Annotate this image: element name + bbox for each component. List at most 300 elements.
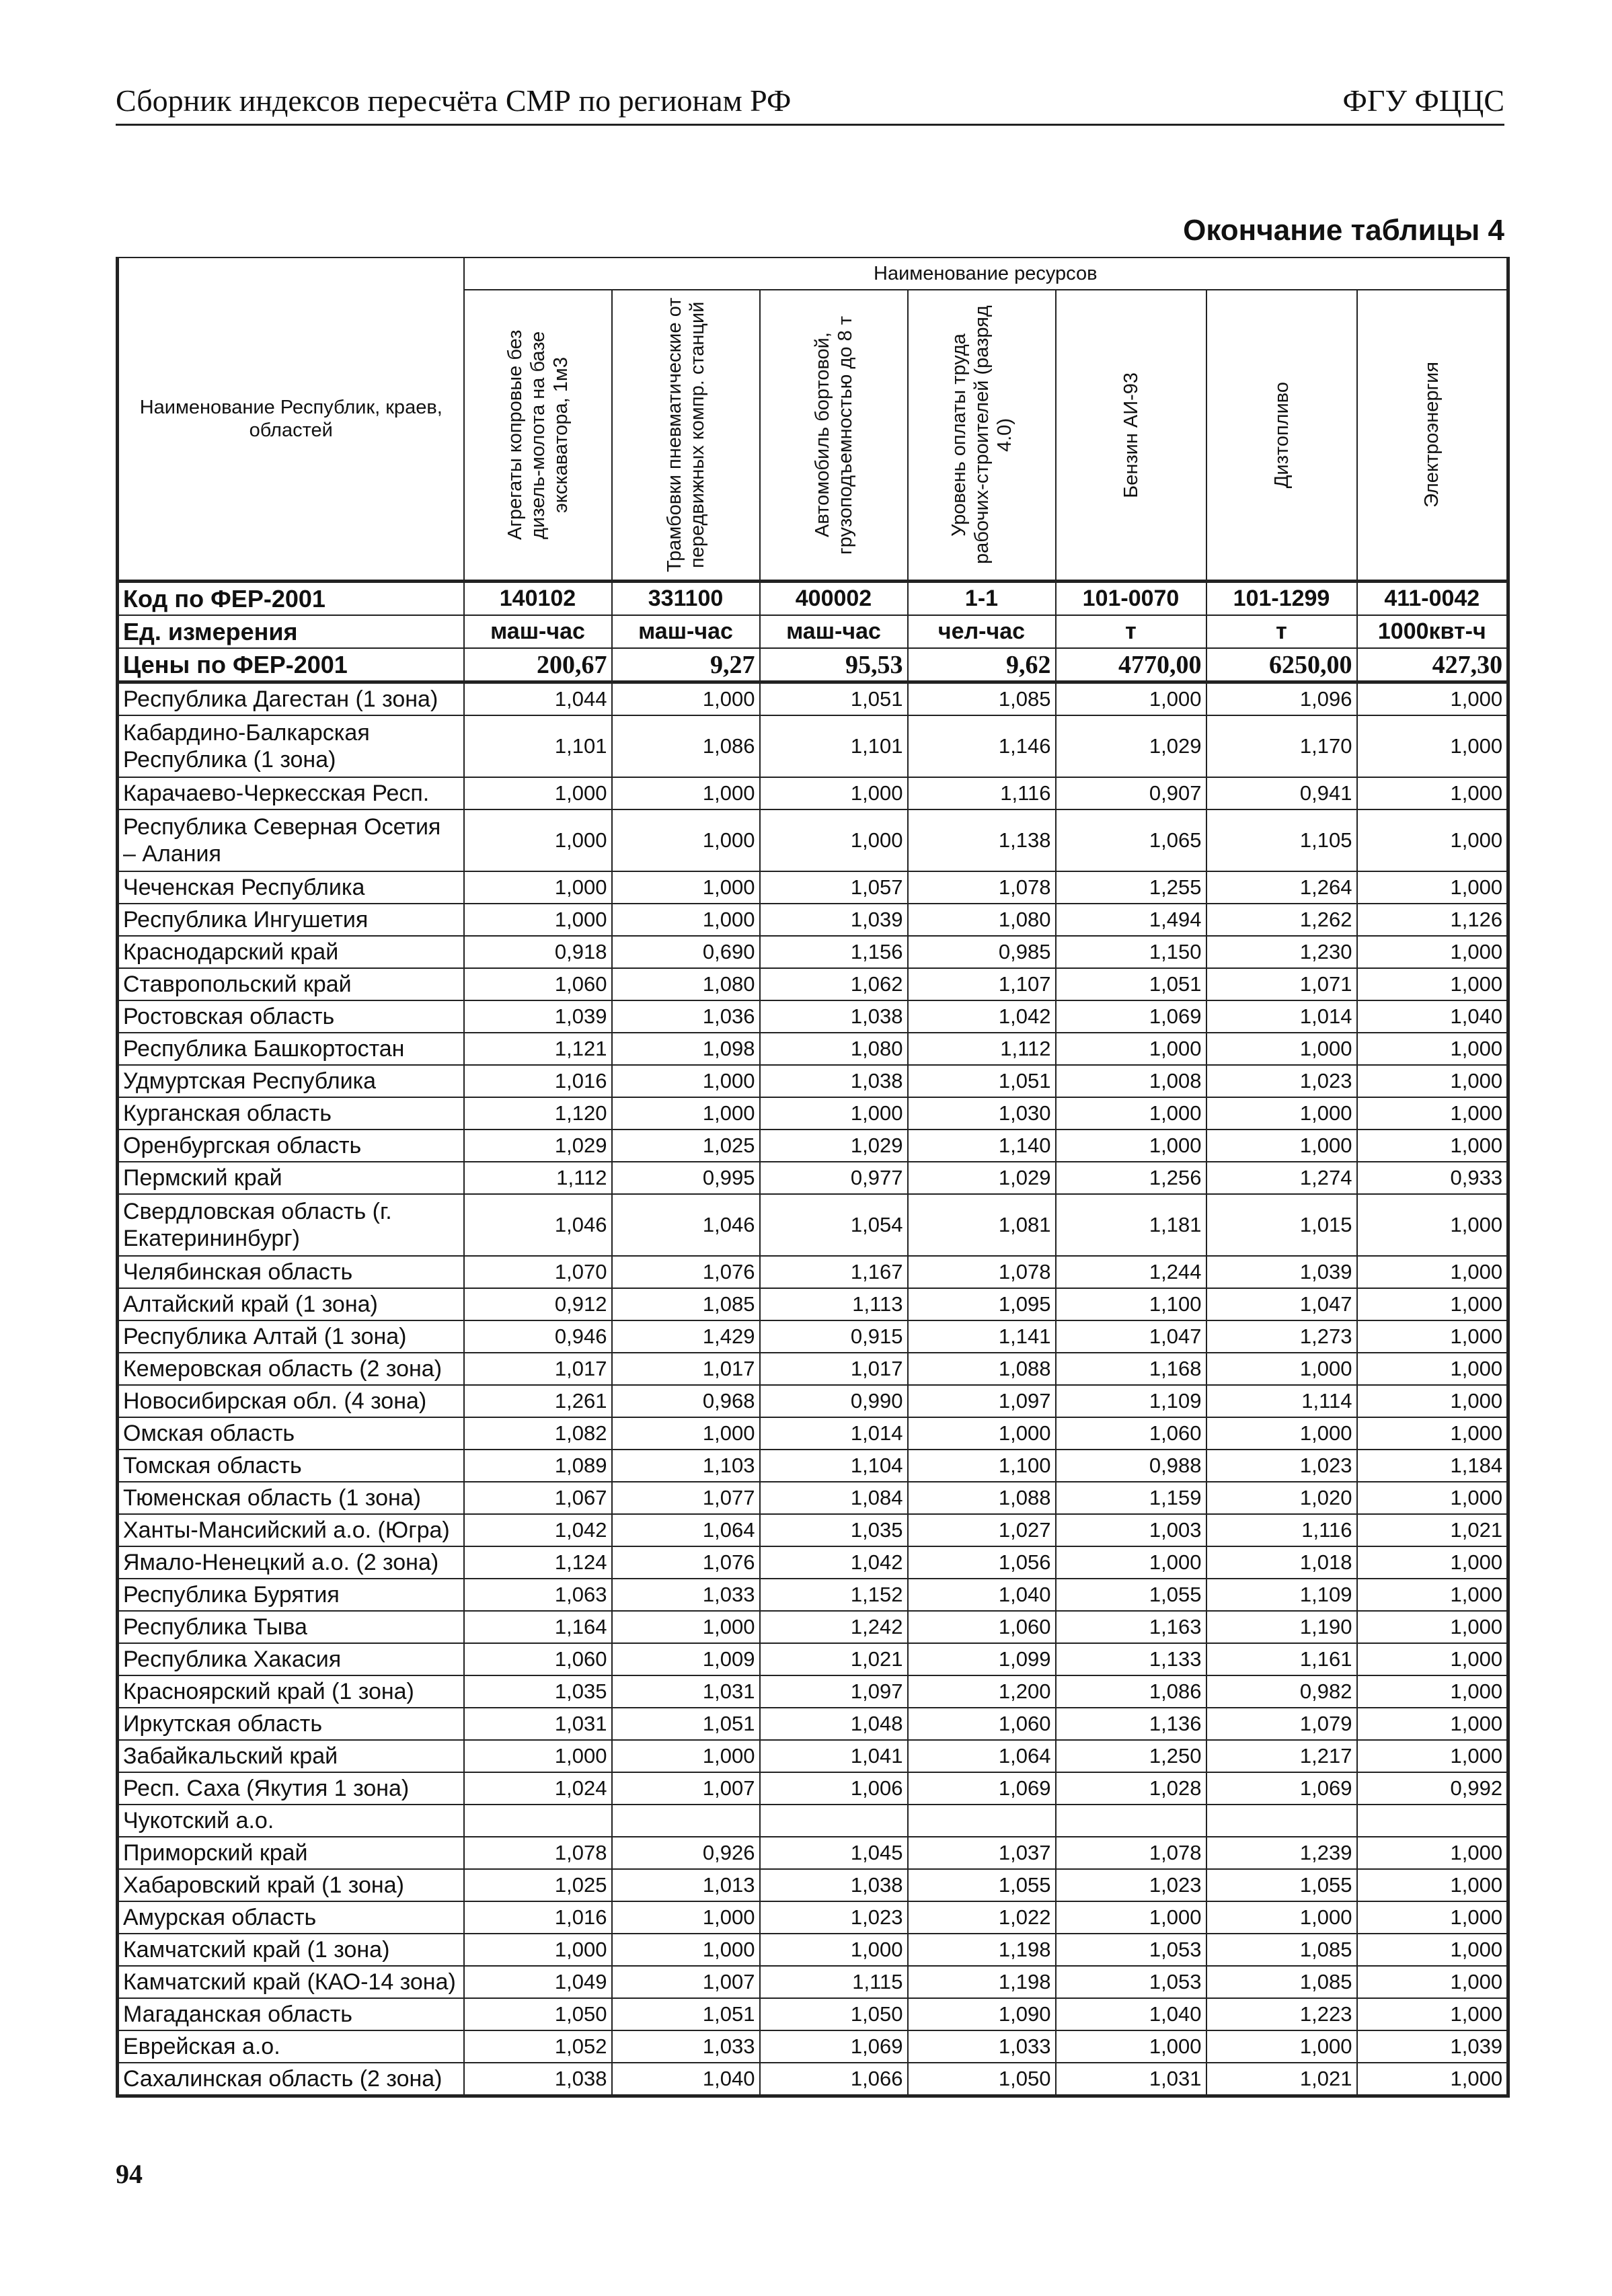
table-row — [118, 1998, 1508, 2030]
region-name: Свердловская область (г. Екатерининбург) — [118, 1194, 464, 1256]
index-value — [612, 1805, 760, 1837]
unit-row — [118, 615, 1508, 648]
index-value: 1,230 — [1206, 936, 1357, 968]
index-value — [760, 1805, 908, 1837]
index-value: 1,081 — [908, 1194, 1056, 1256]
index-value: 1,105 — [1206, 809, 1357, 871]
region-name: Ямало-Ненецкий а.о. (2 зона) — [118, 1546, 464, 1579]
index-value: 1,051 — [612, 1998, 760, 2030]
region-name: Ростовская область — [118, 1000, 464, 1033]
index-value: 1,000 — [1357, 1966, 1508, 1998]
region-name: Республика Тыва — [118, 1611, 464, 1643]
index-value: 1,121 — [464, 1033, 612, 1065]
index-value: 1,088 — [908, 1353, 1056, 1385]
index-value: 1,027 — [908, 1514, 1056, 1546]
index-value: 1,000 — [1056, 1546, 1206, 1579]
table-row — [118, 1130, 1508, 1162]
index-value: 1,261 — [464, 1385, 612, 1417]
table-row — [118, 1901, 1508, 1934]
index-value: 1,095 — [908, 1288, 1056, 1320]
index-value: 1,146 — [908, 715, 1056, 777]
index-value: 1,033 — [612, 1579, 760, 1611]
column-header-label: Электроэнергия — [1421, 362, 1443, 508]
index-value: 0,941 — [1206, 777, 1357, 809]
index-value: 1,000 — [464, 904, 612, 936]
index-value: 1,069 — [1206, 1772, 1357, 1805]
table-row — [118, 1869, 1508, 1901]
index-value: 1,000 — [1357, 1130, 1508, 1162]
index-value: 1,085 — [908, 682, 1056, 716]
table-row — [118, 1805, 1508, 1837]
index-value: 1,051 — [760, 682, 908, 716]
index-value: 1,050 — [464, 1998, 612, 2030]
price-row — [118, 648, 1508, 682]
index-value: 1,000 — [1357, 1934, 1508, 1966]
index-value: 1,120 — [464, 1097, 612, 1130]
price-cell: 427,30 — [1357, 648, 1508, 682]
index-value: 1,274 — [1206, 1162, 1357, 1194]
index-value: 1,000 — [1357, 1417, 1508, 1450]
index-value: 1,055 — [1056, 1579, 1206, 1611]
index-value: 1,070 — [464, 1256, 612, 1288]
table-row — [118, 715, 1508, 777]
index-value: 1,062 — [760, 968, 908, 1000]
table-row — [118, 1546, 1508, 1579]
unit-cell: маш-час — [464, 615, 612, 648]
code-cell: 101-1299 — [1206, 582, 1357, 616]
region-name: Камчатский край (1 зона) — [118, 1934, 464, 1966]
index-value: 1,198 — [908, 1934, 1056, 1966]
index-value: 0,690 — [612, 936, 760, 968]
index-value: 1,069 — [760, 2030, 908, 2063]
unit-cell: маш-час — [760, 615, 908, 648]
index-value: 1,060 — [1056, 1417, 1206, 1450]
index-value: 1,000 — [1357, 1998, 1508, 2030]
index-value: 1,198 — [908, 1966, 1056, 1998]
index-value: 1,170 — [1206, 715, 1357, 777]
index-value: 1,035 — [464, 1675, 612, 1708]
index-value: 1,000 — [1357, 1033, 1508, 1065]
index-value: 1,000 — [612, 809, 760, 871]
code-cell: 1-1 — [908, 582, 1056, 616]
index-value: 1,000 — [1357, 1611, 1508, 1643]
table-caption: Окончание таблицы 4 — [1183, 214, 1504, 247]
column-header-label: Дизтопливо — [1270, 381, 1293, 489]
index-value: 1,082 — [464, 1417, 612, 1450]
index-value: 1,069 — [1056, 1000, 1206, 1033]
code-cell: 411-0042 — [1357, 582, 1508, 616]
region-name: Кемеровская область (2 зона) — [118, 1353, 464, 1385]
table-row — [118, 2030, 1508, 2063]
index-value: 1,077 — [612, 1482, 760, 1514]
index-value: 1,065 — [1056, 809, 1206, 871]
table-row — [118, 936, 1508, 968]
index-value: 1,023 — [1056, 1869, 1206, 1901]
table-row — [118, 1611, 1508, 1643]
table-row — [118, 1450, 1508, 1482]
index-value: 1,089 — [464, 1450, 612, 1482]
table-row — [118, 1772, 1508, 1805]
resources-group-header: Наименование ресурсов — [464, 258, 1508, 290]
index-value: 1,000 — [1056, 682, 1206, 716]
index-value: 1,000 — [1056, 1901, 1206, 1934]
index-value: 1,156 — [760, 936, 908, 968]
table-row — [118, 904, 1508, 936]
index-value — [464, 1805, 612, 1837]
index-value: 1,140 — [908, 1130, 1056, 1162]
index-value: 1,050 — [760, 1998, 908, 2030]
index-value: 1,084 — [760, 1482, 908, 1514]
index-value: 1,040 — [612, 2063, 760, 2096]
index-value: 1,109 — [1056, 1385, 1206, 1417]
index-value — [1357, 1805, 1508, 1837]
column-header-label: Бензин АИ-93 — [1120, 372, 1142, 498]
index-value: 1,060 — [908, 1611, 1056, 1643]
index-value: 1,103 — [612, 1450, 760, 1482]
index-value: 0,926 — [612, 1837, 760, 1869]
index-value: 1,060 — [464, 968, 612, 1000]
code-cell: 140102 — [464, 582, 612, 616]
index-value: 1,124 — [464, 1546, 612, 1579]
index-value: 1,007 — [612, 1966, 760, 1998]
index-value: 1,079 — [1206, 1708, 1357, 1740]
index-value: 1,080 — [612, 968, 760, 1000]
index-value: 1,159 — [1056, 1482, 1206, 1514]
index-value: 1,116 — [908, 777, 1056, 809]
index-value: 0,977 — [760, 1162, 908, 1194]
index-value — [908, 1805, 1056, 1837]
index-value: 1,000 — [760, 777, 908, 809]
index-value: 1,086 — [1056, 1675, 1206, 1708]
index-value: 1,039 — [760, 904, 908, 936]
index-value: 0,985 — [908, 936, 1056, 968]
index-value: 1,039 — [464, 1000, 612, 1033]
header-organization: ФГУ ФЦЦС — [1342, 83, 1504, 118]
index-value: 1,029 — [760, 1130, 908, 1162]
index-value: 1,044 — [464, 682, 612, 716]
index-value: 1,049 — [464, 1966, 612, 1998]
index-value: 1,000 — [1357, 1546, 1508, 1579]
index-value: 1,039 — [1206, 1256, 1357, 1288]
index-value: 1,053 — [1056, 1966, 1206, 1998]
index-value: 1,109 — [1206, 1579, 1357, 1611]
index-value: 1,000 — [1357, 968, 1508, 1000]
page-number: 94 — [116, 2159, 143, 2189]
index-value: 1,168 — [1056, 1353, 1206, 1385]
index-value: 1,038 — [760, 1869, 908, 1901]
index-value: 1,029 — [1056, 715, 1206, 777]
index-value: 1,101 — [760, 715, 908, 777]
table-row — [118, 1194, 1508, 1256]
table-row — [118, 1385, 1508, 1417]
index-value: 1,040 — [1056, 1998, 1206, 2030]
index-value: 1,250 — [1056, 1740, 1206, 1772]
region-name: Республика Ингушетия — [118, 904, 464, 936]
index-value: 1,008 — [1056, 1065, 1206, 1097]
index-value: 1,000 — [464, 809, 612, 871]
index-value: 1,024 — [464, 1772, 612, 1805]
column-header-label: Автомобиль бортовой, грузоподъемностью до 8 т — [811, 315, 856, 555]
index-value: 1,042 — [908, 1000, 1056, 1033]
index-value: 1,000 — [612, 682, 760, 716]
header-row-resources — [118, 258, 1508, 290]
index-value: 1,141 — [908, 1320, 1056, 1353]
index-value: 1,000 — [1357, 1901, 1508, 1934]
index-value: 1,033 — [908, 2030, 1056, 2063]
index-value: 1,000 — [1056, 1130, 1206, 1162]
index-value: 1,064 — [612, 1514, 760, 1546]
index-value: 1,200 — [908, 1675, 1056, 1708]
index-value: 1,078 — [464, 1837, 612, 1869]
index-value: 1,000 — [464, 777, 612, 809]
index-value: 1,000 — [1357, 1869, 1508, 1901]
index-value: 1,042 — [760, 1546, 908, 1579]
index-value: 1,040 — [908, 1579, 1056, 1611]
index-value: 1,078 — [908, 1256, 1056, 1288]
table-row — [118, 2063, 1508, 2096]
region-name: Иркутская область — [118, 1708, 464, 1740]
index-value: 1,126 — [1357, 904, 1508, 936]
index-value: 1,242 — [760, 1611, 908, 1643]
index-value: 1,018 — [1206, 1546, 1357, 1579]
region-name: Республика Алтай (1 зона) — [118, 1320, 464, 1353]
index-value: 0,946 — [464, 1320, 612, 1353]
table-row — [118, 1000, 1508, 1033]
index-value: 1,112 — [464, 1162, 612, 1194]
index-value: 1,041 — [760, 1740, 908, 1772]
index-value: 1,000 — [1357, 1482, 1508, 1514]
index-value: 1,022 — [908, 1901, 1056, 1934]
region-name: Красноярский край (1 зона) — [118, 1675, 464, 1708]
region-name: Республика Дагестан (1 зона) — [118, 682, 464, 716]
index-value: 1,000 — [1357, 682, 1508, 716]
index-value: 1,096 — [1206, 682, 1357, 716]
price-label: Цены по ФЕР-2001 — [118, 648, 464, 682]
index-value: 1,000 — [760, 1934, 908, 1966]
unit-label: Ед. измерения — [118, 615, 464, 648]
index-value: 1,078 — [1056, 1837, 1206, 1869]
table-row — [118, 1934, 1508, 1966]
table-row — [118, 1579, 1508, 1611]
index-value: 1,016 — [464, 1901, 612, 1934]
index-value: 1,028 — [1056, 1772, 1206, 1805]
index-value: 1,053 — [1056, 1934, 1206, 1966]
table-row — [118, 1065, 1508, 1097]
index-value: 1,000 — [1206, 1033, 1357, 1065]
index-value: 1,000 — [1056, 2030, 1206, 2063]
index-value: 1,040 — [1357, 1000, 1508, 1033]
index-value: 1,000 — [1357, 2063, 1508, 2096]
index-value: 1,000 — [1206, 1130, 1357, 1162]
region-name: Томская область — [118, 1450, 464, 1482]
region-name: Приморский край — [118, 1837, 464, 1869]
index-value: 1,085 — [1206, 1934, 1357, 1966]
index-value: 1,021 — [1206, 2063, 1357, 2096]
index-value: 1,000 — [1357, 1194, 1508, 1256]
index-value: 0,912 — [464, 1288, 612, 1320]
index-value: 1,000 — [612, 871, 760, 904]
index-value: 1,042 — [464, 1514, 612, 1546]
index-value: 1,000 — [612, 1417, 760, 1450]
index-value: 1,069 — [908, 1772, 1056, 1805]
index-value: 1,060 — [908, 1708, 1056, 1740]
code-row — [118, 582, 1508, 616]
index-value: 1,161 — [1206, 1643, 1357, 1675]
table-row — [118, 1966, 1508, 1998]
index-value: 1,038 — [464, 2063, 612, 2096]
index-value: 1,046 — [612, 1194, 760, 1256]
table-row — [118, 1643, 1508, 1675]
region-name: Оренбургская область — [118, 1130, 464, 1162]
index-value: 1,080 — [908, 904, 1056, 936]
index-value: 1,138 — [908, 809, 1056, 871]
index-value: 1,085 — [612, 1288, 760, 1320]
column-header-7 — [1357, 290, 1508, 582]
index-value: 1,239 — [1206, 1837, 1357, 1869]
region-name: Кабардино-Балкарская Республика (1 зона) — [118, 715, 464, 777]
index-value: 1,000 — [1357, 871, 1508, 904]
unit-cell: т — [1206, 615, 1357, 648]
index-value: 1,167 — [760, 1256, 908, 1288]
index-value: 1,090 — [908, 1998, 1056, 2030]
index-value: 1,184 — [1357, 1450, 1508, 1482]
price-cell: 9,27 — [612, 648, 760, 682]
region-name: Камчатский край (КАО-14 зона) — [118, 1966, 464, 1998]
index-value: 1,066 — [760, 2063, 908, 2096]
index-value: 1,000 — [1357, 1837, 1508, 1869]
index-value: 1,000 — [612, 1740, 760, 1772]
header-rule — [116, 124, 1504, 126]
index-value: 1,000 — [1357, 1740, 1508, 1772]
index-value: 1,030 — [908, 1097, 1056, 1130]
index-value: 1,013 — [612, 1869, 760, 1901]
table-row — [118, 1482, 1508, 1514]
index-value: 1,055 — [1206, 1869, 1357, 1901]
index-value: 1,006 — [760, 1772, 908, 1805]
table-row — [118, 1162, 1508, 1194]
index-value: 1,000 — [1206, 1901, 1357, 1934]
region-name: Новосибирская обл. (4 зона) — [118, 1385, 464, 1417]
table-row — [118, 1353, 1508, 1385]
index-value: 1,014 — [760, 1417, 908, 1450]
region-name: Амурская область — [118, 1901, 464, 1934]
column-header-5 — [1056, 290, 1206, 582]
index-value: 1,078 — [908, 871, 1056, 904]
index-value: 1,113 — [760, 1288, 908, 1320]
region-name: Челябинская область — [118, 1256, 464, 1288]
price-cell: 95,53 — [760, 648, 908, 682]
index-value: 1,163 — [1056, 1611, 1206, 1643]
index-value: 1,000 — [612, 1611, 760, 1643]
unit-cell: чел-час — [908, 615, 1056, 648]
column-header-label: Трамбовки пневматические от передвижных компр. станций — [663, 297, 708, 573]
unit-cell: т — [1056, 615, 1206, 648]
index-value: 1,052 — [464, 2030, 612, 2063]
region-name: Хабаровский край (1 зона) — [118, 1869, 464, 1901]
index-value: 1,000 — [1206, 2030, 1357, 2063]
index-value: 1,115 — [760, 1966, 908, 1998]
index-value: 1,000 — [612, 1901, 760, 1934]
price-cell: 6250,00 — [1206, 648, 1357, 682]
code-cell: 400002 — [760, 582, 908, 616]
column-header-3 — [760, 290, 908, 582]
index-value: 1,067 — [464, 1482, 612, 1514]
region-name: Чеченская Республика — [118, 871, 464, 904]
index-value: 1,000 — [1056, 1097, 1206, 1130]
index-value: 1,000 — [1357, 1320, 1508, 1353]
index-value: 1,031 — [612, 1675, 760, 1708]
index-value: 1,000 — [760, 1097, 908, 1130]
table-row — [118, 1417, 1508, 1450]
index-value: 1,429 — [612, 1320, 760, 1353]
index-value: 1,080 — [760, 1033, 908, 1065]
index-value: 1,000 — [464, 871, 612, 904]
region-name: Республика Бурятия — [118, 1579, 464, 1611]
column-header-4 — [908, 290, 1056, 582]
index-value: 1,494 — [1056, 904, 1206, 936]
region-name: Удмуртская Республика — [118, 1065, 464, 1097]
price-index-table — [116, 257, 1510, 2098]
region-name: Краснодарский край — [118, 936, 464, 968]
region-name: Республика Северная Осетия – Алания — [118, 809, 464, 871]
index-value: 1,064 — [908, 1740, 1056, 1772]
index-value: 1,025 — [612, 1130, 760, 1162]
index-value: 1,021 — [1357, 1514, 1508, 1546]
region-name: Омская область — [118, 1417, 464, 1450]
index-value: 1,000 — [1357, 1385, 1508, 1417]
region-name: Пермский край — [118, 1162, 464, 1194]
table-row — [118, 968, 1508, 1000]
index-value: 1,000 — [612, 904, 760, 936]
index-value: 1,000 — [612, 777, 760, 809]
table-row — [118, 1837, 1508, 1869]
index-value: 1,000 — [1206, 1097, 1357, 1130]
region-name: Курганская область — [118, 1097, 464, 1130]
index-value: 1,244 — [1056, 1256, 1206, 1288]
code-cell: 101-0070 — [1056, 582, 1206, 616]
index-value: 1,112 — [908, 1033, 1056, 1065]
index-value: 0,992 — [1357, 1772, 1508, 1805]
index-value: 1,116 — [1206, 1514, 1357, 1546]
index-value: 1,050 — [908, 2063, 1056, 2096]
table-row — [118, 1675, 1508, 1708]
index-value: 1,017 — [612, 1353, 760, 1385]
price-cell: 9,62 — [908, 648, 1056, 682]
index-value: 1,033 — [612, 2030, 760, 2063]
index-value: 1,017 — [464, 1353, 612, 1385]
region-name: Ханты-Мансийский а.о. (Югра) — [118, 1514, 464, 1546]
index-value: 1,047 — [1206, 1288, 1357, 1320]
index-value: 0,982 — [1206, 1675, 1357, 1708]
index-value: 1,098 — [612, 1033, 760, 1065]
index-value: 1,048 — [760, 1708, 908, 1740]
region-column-header: Наименование Республик, краев, областей — [118, 258, 464, 582]
table-row — [118, 1288, 1508, 1320]
index-value: 1,000 — [464, 1740, 612, 1772]
index-value: 1,000 — [1357, 1643, 1508, 1675]
index-value: 1,000 — [1357, 1579, 1508, 1611]
index-value: 1,085 — [1206, 1966, 1357, 1998]
index-value: 1,000 — [1357, 1065, 1508, 1097]
index-value: 1,031 — [464, 1708, 612, 1740]
column-header-6 — [1206, 290, 1357, 582]
region-name: Еврейская а.о. — [118, 2030, 464, 2063]
region-name: Карачаево-Черкесская Респ. — [118, 777, 464, 809]
index-value: 0,988 — [1056, 1450, 1206, 1482]
region-name: Сахалинская область (2 зона) — [118, 2063, 464, 2096]
index-value: 1,016 — [464, 1065, 612, 1097]
index-value: 0,907 — [1056, 777, 1206, 809]
